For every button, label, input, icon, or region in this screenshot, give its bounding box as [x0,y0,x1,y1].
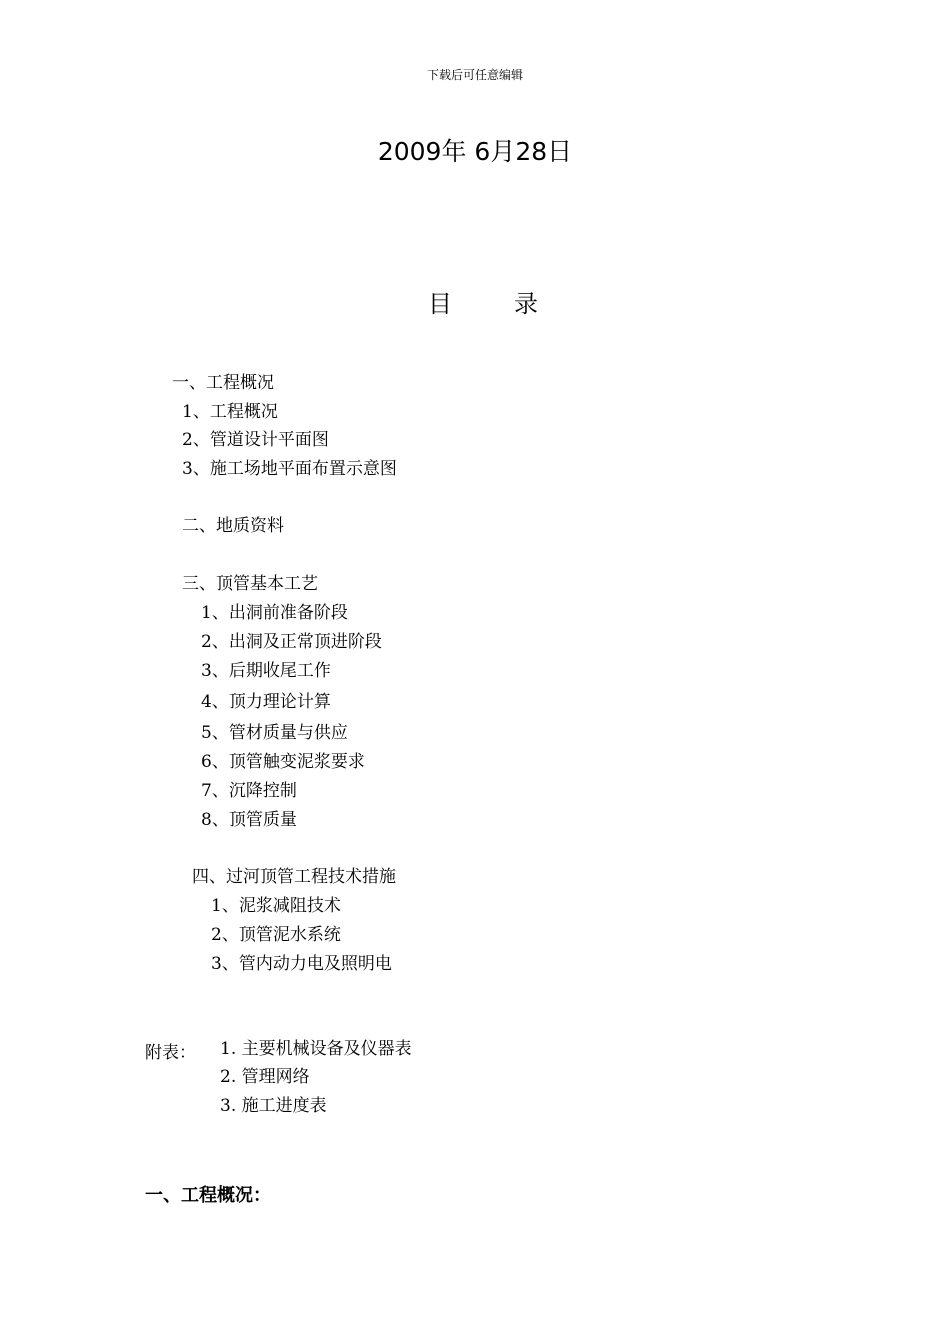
toc-item: 1、泥浆减阻技术 [211,896,341,916]
toc-item: 2、管道设计平面图 [182,430,329,450]
toc-item: 5、管材质量与供应 [201,723,348,743]
toc-item: 3、后期收尾工作 [201,661,331,681]
document-date: 2009年 6月28日 [377,137,573,166]
toc-item: 1、工程概况 [182,402,278,422]
appendix-item: 2. 管理网络 [220,1067,310,1087]
toc-section-title: 四、过河顶管工程技术措施 [192,867,396,887]
toc-item: 8、顶管质量 [201,810,297,830]
toc-section-title: 三、顶管基本工艺 [182,574,318,594]
toc-item: 3、施工场地平面布置示意图 [182,459,397,479]
toc-item: 3、管内动力电及照明电 [211,954,392,974]
toc-item: 7、沉降控制 [201,781,297,801]
header-note: 下载后可任意编辑 [426,68,523,82]
section-heading: 一、工程概况： [145,1185,271,1206]
toc-title [428,284,538,319]
toc-item: 2、顶管泥水系统 [211,925,341,945]
toc-item: 2、出洞及正常顶进阶段 [201,632,382,652]
appendix-item: 3. 施工进度表 [220,1096,327,1116]
toc-title-char-2: 录 [514,290,538,318]
appendix-item: 1. 主要机械设备及仪器表 [220,1039,412,1059]
toc-item: 4、顶力理论计算 [201,692,331,712]
toc-item: 6、顶管触变泥浆要求 [201,752,365,772]
toc-section-title: 一、工程概况 [172,373,274,393]
toc-item: 1、出洞前准备阶段 [201,603,348,623]
toc-section-title: 二、地质资料 [182,516,284,536]
appendix-label: 附表： [145,1043,196,1063]
toc-title-char-1: 目 [428,290,452,318]
